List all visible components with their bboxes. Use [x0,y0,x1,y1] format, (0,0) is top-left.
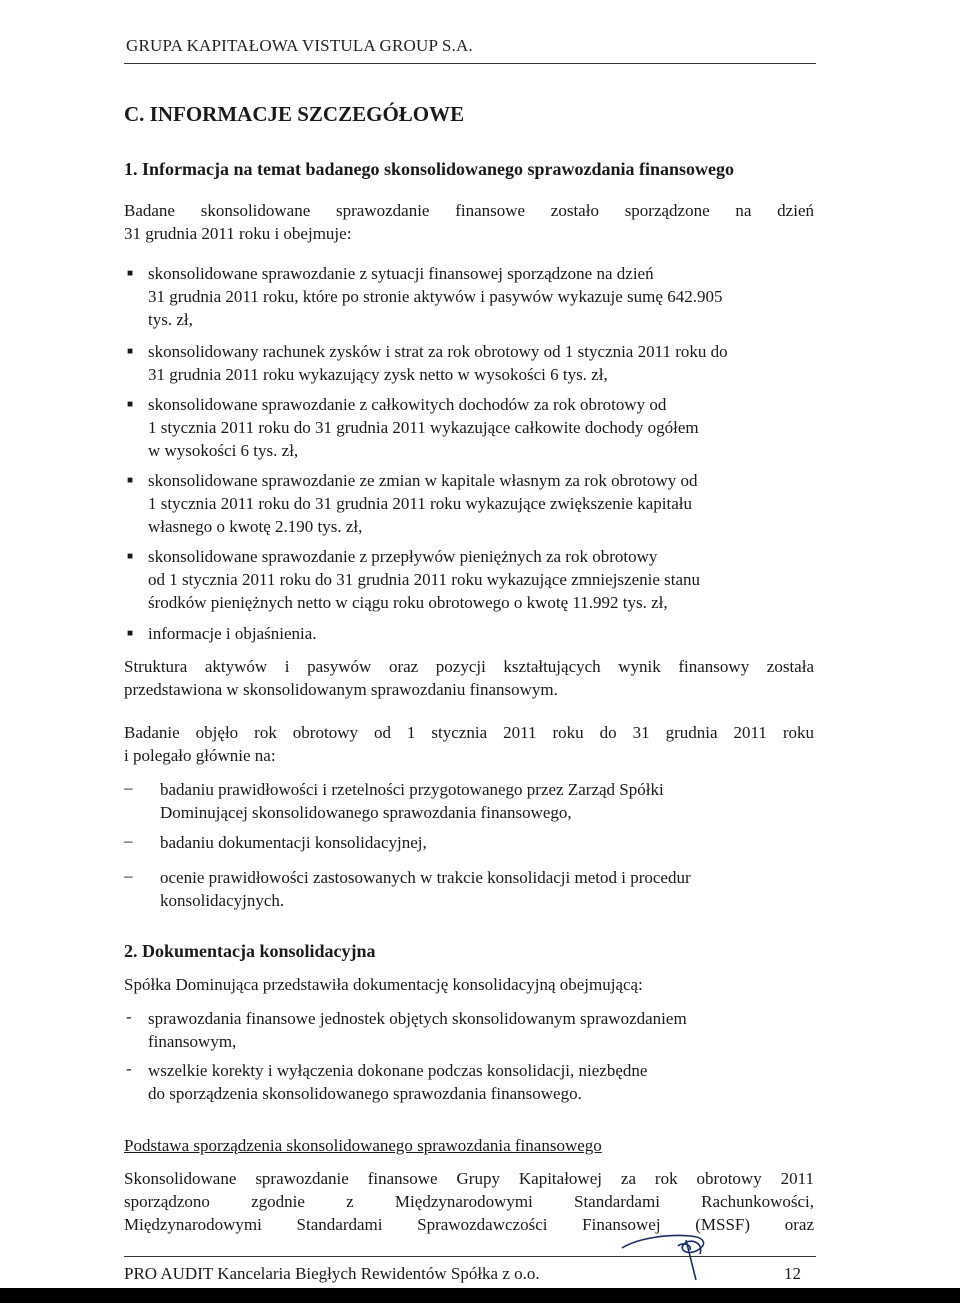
doc-1-line-1: sprawozdania finansowe jednostek objętych skonsolidowanym sprawozdaniem [148,1009,687,1028]
intro-line-1: Badane skonsolidowane sprawozdanie finansowe zostało sporządzone na dzień [124,201,814,220]
bullet-5-line-2: od 1 stycznia 2011 roku do 31 grudnia 2011 roku wykazujące zmniejszenie stanu [148,570,701,589]
subsection-1-title: 1. Informacja na temat badanego skonsolidowanego sprawozdania finansowego [124,159,735,179]
bullet-3-line-2: 1 stycznia 2011 roku do 31 grudnia 2011 wykazujące całkowite dochody ogółem [148,418,699,437]
bullet-marker: ■ [127,268,134,279]
basis-line-2: sporządzono zgodnie z Międzynarodowymi Standardami Rachunkowości, [124,1192,814,1211]
bullet-1-line-2: 31 grudnia 2011 roku, które po stronie aktywów i pasywów wykazuje sumę 642.905 [148,287,723,306]
sub2-intro: Spółka Dominująca przedstawiła dokumentację konsolidacyjną obejmującą: [124,975,643,994]
bullet-marker: ■ [127,551,134,562]
footer-rule [124,1256,816,1257]
dash-1-line-2: Dominującej skonsolidowanego sprawozdania finansowego, [160,803,572,822]
bullet-1-line-1: skonsolidowane sprawozdanie z sytuacji finansowej sporządzone na dzień [148,264,654,283]
audit-line-2: i polegało głównie na: [124,746,276,765]
structure-line-2: przedstawiona w skonsolidowanym sprawozdaniu finansowym. [124,680,558,699]
doc-2-line-2: do sporządzenia skonsolidowanego sprawozdania finansowego. [148,1084,582,1103]
bullet-3-line-3: w wysokości 6 tys. zł, [148,441,299,460]
subsection-2-title: 2. Dokumentacja konsolidacyjna [124,941,376,961]
scan-edge-bar [0,1288,960,1303]
doc-2-line-1: wszelkie korekty i wyłączenia dokonane podczas konsolidacji, niezbędne [148,1061,648,1080]
bullet-1-line-3: tys. zł, [148,310,193,329]
bullet-2-line-2: 31 grudnia 2011 roku wykazujący zysk netto w wysokości 6 tys. zł, [148,365,608,384]
bullet-marker: ■ [127,346,134,357]
dash-marker: – [124,831,133,850]
signature-mark [608,1220,738,1282]
bullet-2-line-1: skonsolidowany rachunek zysków i strat za rok obrotowy od 1 stycznia 2011 roku do [148,342,728,361]
running-header: GRUPA KAPITAŁOWA VISTULA GROUP S.A. [126,36,473,55]
dash-1-line-1: badaniu prawidłowości i rzetelności przygotowanego przez Zarząd Spółki [160,780,664,799]
dash-marker: - [126,1059,132,1078]
intro-line-2: 31 grudnia 2011 roku i obejmuje: [124,224,352,243]
dash-marker: – [124,866,133,885]
bullet-marker: ■ [127,399,134,410]
dash-3-line-1: ocenie prawidłowości zastosowanych w trakcie konsolidacji metod i procedur [160,868,691,887]
header-rule [124,63,816,64]
dash-marker: - [126,1007,132,1026]
bullet-4-line-3: własnego o kwotę 2.190 tys. zł, [148,517,363,536]
section-title: C. INFORMACJE SZCZEGÓŁOWE [124,102,465,126]
bullet-3-line-1: skonsolidowane sprawozdanie z całkowitych dochodów za rok obrotowy od [148,395,667,414]
basis-heading: Podstawa sporządzenia skonsolidowanego sprawozdania finansowego [124,1136,602,1155]
bullet-5-line-3: środków pieniężnych netto w ciągu roku obrotowego o kwotę 11.992 tys. zł, [148,593,668,612]
dash-3-line-2: konsolidacyjnych. [160,891,285,910]
bullet-marker: ■ [127,628,134,639]
bullet-4-line-1: skonsolidowane sprawozdanie ze zmian w kapitale własnym za rok obrotowy od [148,471,698,490]
bullet-4-line-2: 1 stycznia 2011 roku do 31 grudnia 2011 roku wykazujące zwiększenie kapitału [148,494,692,513]
basis-line-3: Międzynarodowymi Standardami Sprawozdawczości Finansowej (MSSF) oraz [124,1215,814,1234]
bullet-5-line-1: skonsolidowane sprawozdanie z przepływów pieniężnych za rok obrotowy [148,547,658,566]
bullet-marker: ■ [127,475,134,486]
dash-marker: – [124,778,133,797]
footer-firm: PRO AUDIT Kancelaria Biegłych Rewidentów Spółka z o.o. [124,1264,540,1283]
doc-1-line-2: finansowym, [148,1032,237,1051]
dash-2-line-1: badaniu dokumentacji konsolidacyjnej, [160,833,427,852]
basis-line-1: Skonsolidowane sprawozdanie finansowe Grupy Kapitałowej za rok obrotowy 2011 [124,1169,814,1188]
bullet-6-line-1: informacje i objaśnienia. [148,624,317,643]
page-number: 12 [784,1264,801,1283]
audit-line-1: Badanie objęło rok obrotowy od 1 stycznia 2011 roku do 31 grudnia 2011 roku [124,723,814,742]
structure-line-1: Struktura aktywów i pasywów oraz pozycji kształtujących wynik finansowy została [124,657,814,676]
